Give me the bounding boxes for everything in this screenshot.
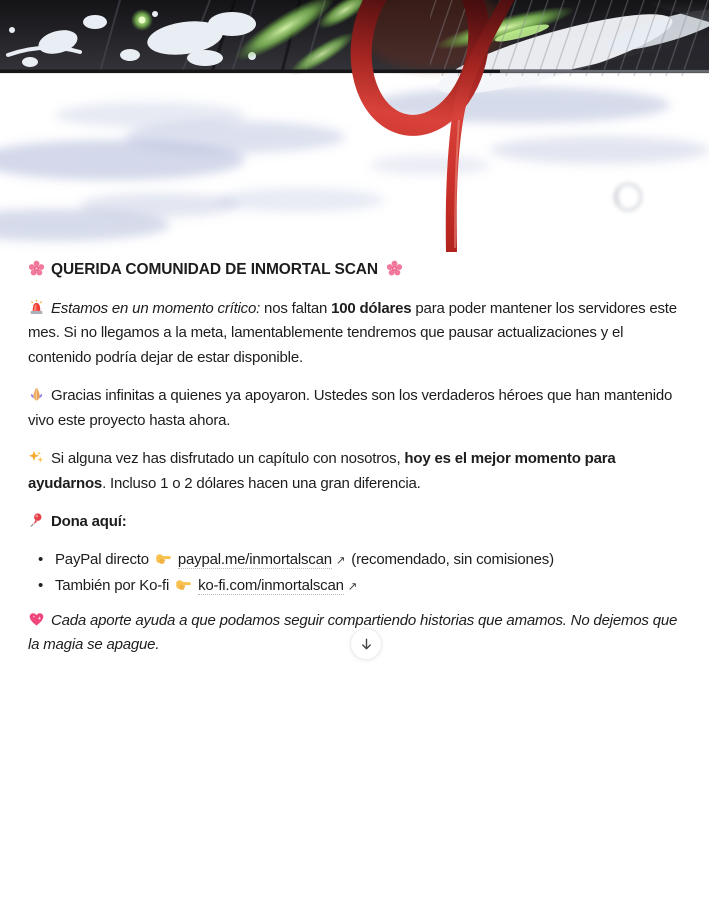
external-link-icon: ↗: [347, 581, 358, 593]
critical-mid: nos faltan: [260, 299, 332, 317]
announcement: [0, 258, 709, 658]
down-arrow-icon: [359, 637, 374, 652]
announcement-title: [28, 258, 683, 283]
critical-rest: para poder mantener los servidores este mes. Si no llegamos a la meta, lamentablemente tendremos que pausar actualizaciones y el contenido podría dejar de estar disponible.: [28, 299, 677, 366]
folded-hands-icon: [28, 386, 45, 403]
kofi-label: También por Ko-fi: [55, 577, 174, 594]
point-right-icon: [155, 550, 172, 567]
donation-option-kofi: [28, 574, 683, 600]
sparkles-icon: [28, 449, 45, 466]
cherry-blossom-icon: [28, 260, 45, 277]
scroll-down-button[interactable]: [350, 628, 382, 660]
point-right-icon: [175, 576, 192, 593]
thanks-text: Gracias infinitas a quienes ya apoyaron. Ustedes son los verdaderos héroes que han mantenido vivo este proyecto hasta ahora.: [28, 387, 673, 429]
critical-amount: 100 dólares: [331, 299, 412, 317]
help-paragraph: [28, 447, 683, 496]
title-text: QUERIDA COMUNIDAD DE INMORTAL SCAN: [51, 261, 378, 278]
critical-paragraph: [28, 297, 683, 371]
paypal-link[interactable]: paypal.me/inmortalscan: [177, 550, 332, 568]
external-link-icon: ↗: [335, 554, 346, 567]
help-bold: hoy es el mejor momento para ayudarnos: [28, 450, 616, 492]
sparkling-heart-icon: [28, 611, 45, 628]
help-before: Si alguna vez has disfrutado un capítulo con nosotros,: [51, 450, 405, 467]
donation-option-paypal: [28, 548, 683, 574]
critical-lead: Estamos en un momento crítico:: [51, 299, 261, 317]
paypal-label: PayPal directo: [55, 550, 153, 568]
donation-options-list: [28, 548, 683, 600]
manga-panel-art: [0, 0, 709, 252]
pushpin-icon: [28, 512, 45, 529]
donate-heading: [28, 510, 683, 535]
thanks-paragraph: [28, 384, 683, 433]
siren-icon: [28, 299, 45, 316]
donate-heading-text: Dona aquí:: [51, 513, 127, 530]
bullet-marker: •: [38, 577, 44, 594]
kofi-link[interactable]: ko-fi.com/inmortalscan: [198, 577, 344, 594]
help-after: . Incluso 1 o 2 dólares hacen una gran diferencia.: [102, 474, 421, 492]
cherry-blossom-icon: [386, 260, 403, 277]
manga-panel: [0, 0, 709, 252]
paypal-note: (recomendado, sin comisiones): [347, 550, 554, 568]
bullet-marker: •: [38, 550, 44, 568]
closing-text: Cada aporte ayuda a que podamos seguir compartiendo historias que amamos. No dejemos que la magia se apague.: [28, 611, 678, 653]
